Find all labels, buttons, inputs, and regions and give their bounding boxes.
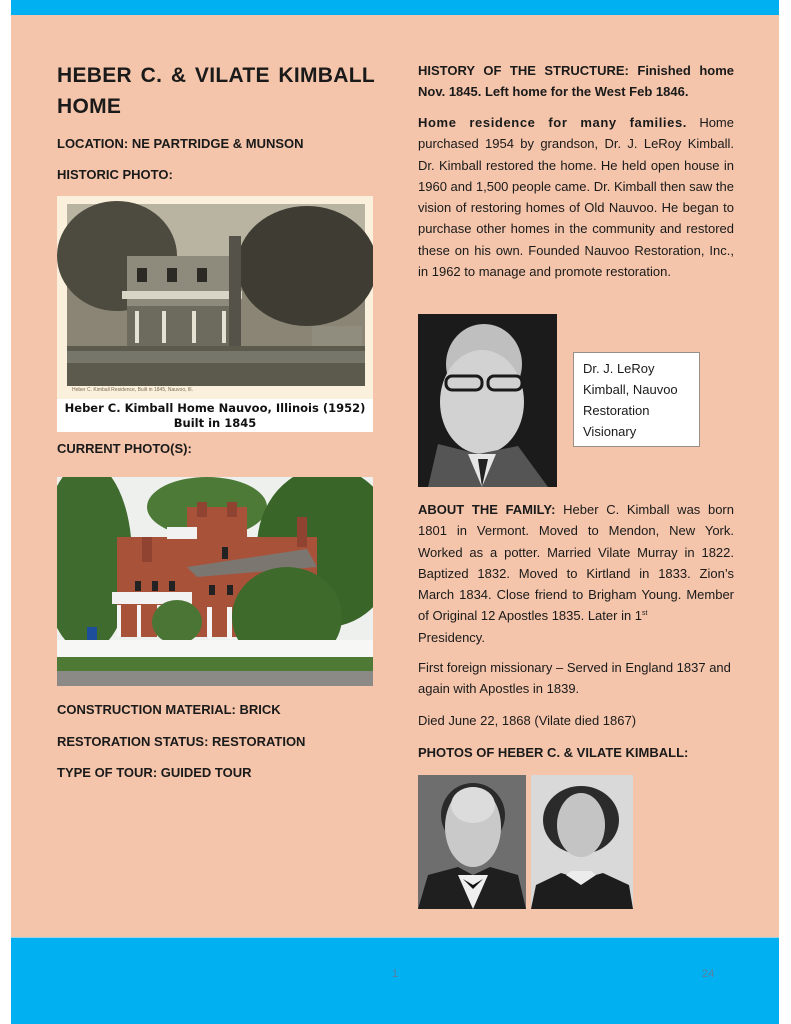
- heber-portrait-image: [418, 775, 526, 909]
- family-text: Heber C. Kimball was born 1801 in Vermont. Moved to Mendon, New York. Worked as a potter. Married Vilate Murray in 1822. Baptized 1832. Moved to Kirtland in 1833. Zion’s March 1834. Close friend to Brigham Young. Member of Original 12 Apostles 1835. Later in 1: [418, 502, 734, 624]
- portrait-caption-line1: Dr. J. LeRoy: [583, 361, 655, 376]
- history-heading-paragraph: [418, 60, 734, 103]
- leroy-kimball-portrait: [418, 314, 557, 487]
- bottom-color-band: [11, 937, 779, 1024]
- family-paragraph: [418, 499, 734, 648]
- missionary-paragraph: First foreign missionary – Served in England 1837 and again with Apostles in 1839.: [418, 660, 731, 697]
- postcard-caption: Heber C. Kimball Residence, Built in 1845, Nauvoo, Ill.: [72, 387, 193, 393]
- portrait-caption-line4: Visionary: [583, 424, 637, 439]
- family-heading: ABOUT THE FAMILY:: [418, 502, 556, 517]
- restoration-status: RESTORATION STATUS: RESTORATION: [57, 734, 306, 749]
- location-label: LOCATION: NE PARTRIDGE & MUNSON: [57, 136, 304, 151]
- historic-photo: [57, 196, 373, 432]
- current-photo-label: CURRENT PHOTO(S):: [57, 441, 192, 456]
- page-title: HEBER C. & VILATE KIMBALL HOME: [57, 64, 375, 118]
- document-page: [11, 0, 779, 1023]
- historic-photo-label: HISTORIC PHOTO:: [57, 167, 173, 182]
- historic-photo-caption: [57, 399, 373, 432]
- portrait-caption-card: [573, 352, 700, 447]
- vilate-portrait-image: [531, 775, 633, 909]
- construction-material: CONSTRUCTION MATERIAL: BRICK: [57, 702, 281, 717]
- portrait-caption-line3: Restoration: [583, 403, 650, 418]
- photos-label: PHOTOS OF HEBER C. & VILATE KIMBALL:: [418, 745, 689, 760]
- history-para-bold: Home residence for many families.: [418, 115, 688, 130]
- type-of-tour: TYPE OF TOUR: GUIDED TOUR: [57, 765, 252, 780]
- history-heading: HISTORY OF THE STRUCTURE:: [418, 63, 629, 78]
- family-text-sup: st: [642, 610, 648, 618]
- page-number-center: 1: [392, 968, 399, 980]
- family-text-end: Presidency.: [418, 629, 485, 645]
- heber-kimball-photo: [418, 775, 526, 909]
- portrait-caption-line2: Kimball, Nauvoo: [583, 382, 678, 397]
- history-paragraph: [418, 112, 734, 282]
- vilate-kimball-photo: [531, 775, 633, 909]
- portrait-image: [418, 314, 557, 487]
- historic-caption-line2: Built in 1845: [173, 416, 257, 430]
- history-heading-text: Finished home Nov. 1845. Left home for the West Feb 1846.: [418, 63, 734, 100]
- top-color-band: [11, 0, 779, 15]
- historic-house-image: [57, 196, 373, 432]
- page-number-right: 24: [702, 968, 715, 980]
- current-house-image: [57, 477, 373, 686]
- died-paragraph: Died June 22, 1868 (Vilate died 1867): [418, 713, 637, 728]
- current-photo: [57, 477, 373, 686]
- historic-caption-line1: Heber C. Kimball Home Nauvoo, Illinois (1952): [64, 401, 366, 415]
- history-para-text: Home purchased 1954 by grandson, Dr. J. LeRoy Kimball. Dr. Kimball restored the home. He held open house in 1960 and 1,500 people came. Dr. Kimball then saw the vision of restoring homes of Old Nauvoo. He began to purchase other homes in the community and restored these on his own. Founded Nauvoo Restoration, Inc., in 1962 to manage and promote restoration.: [418, 115, 734, 280]
